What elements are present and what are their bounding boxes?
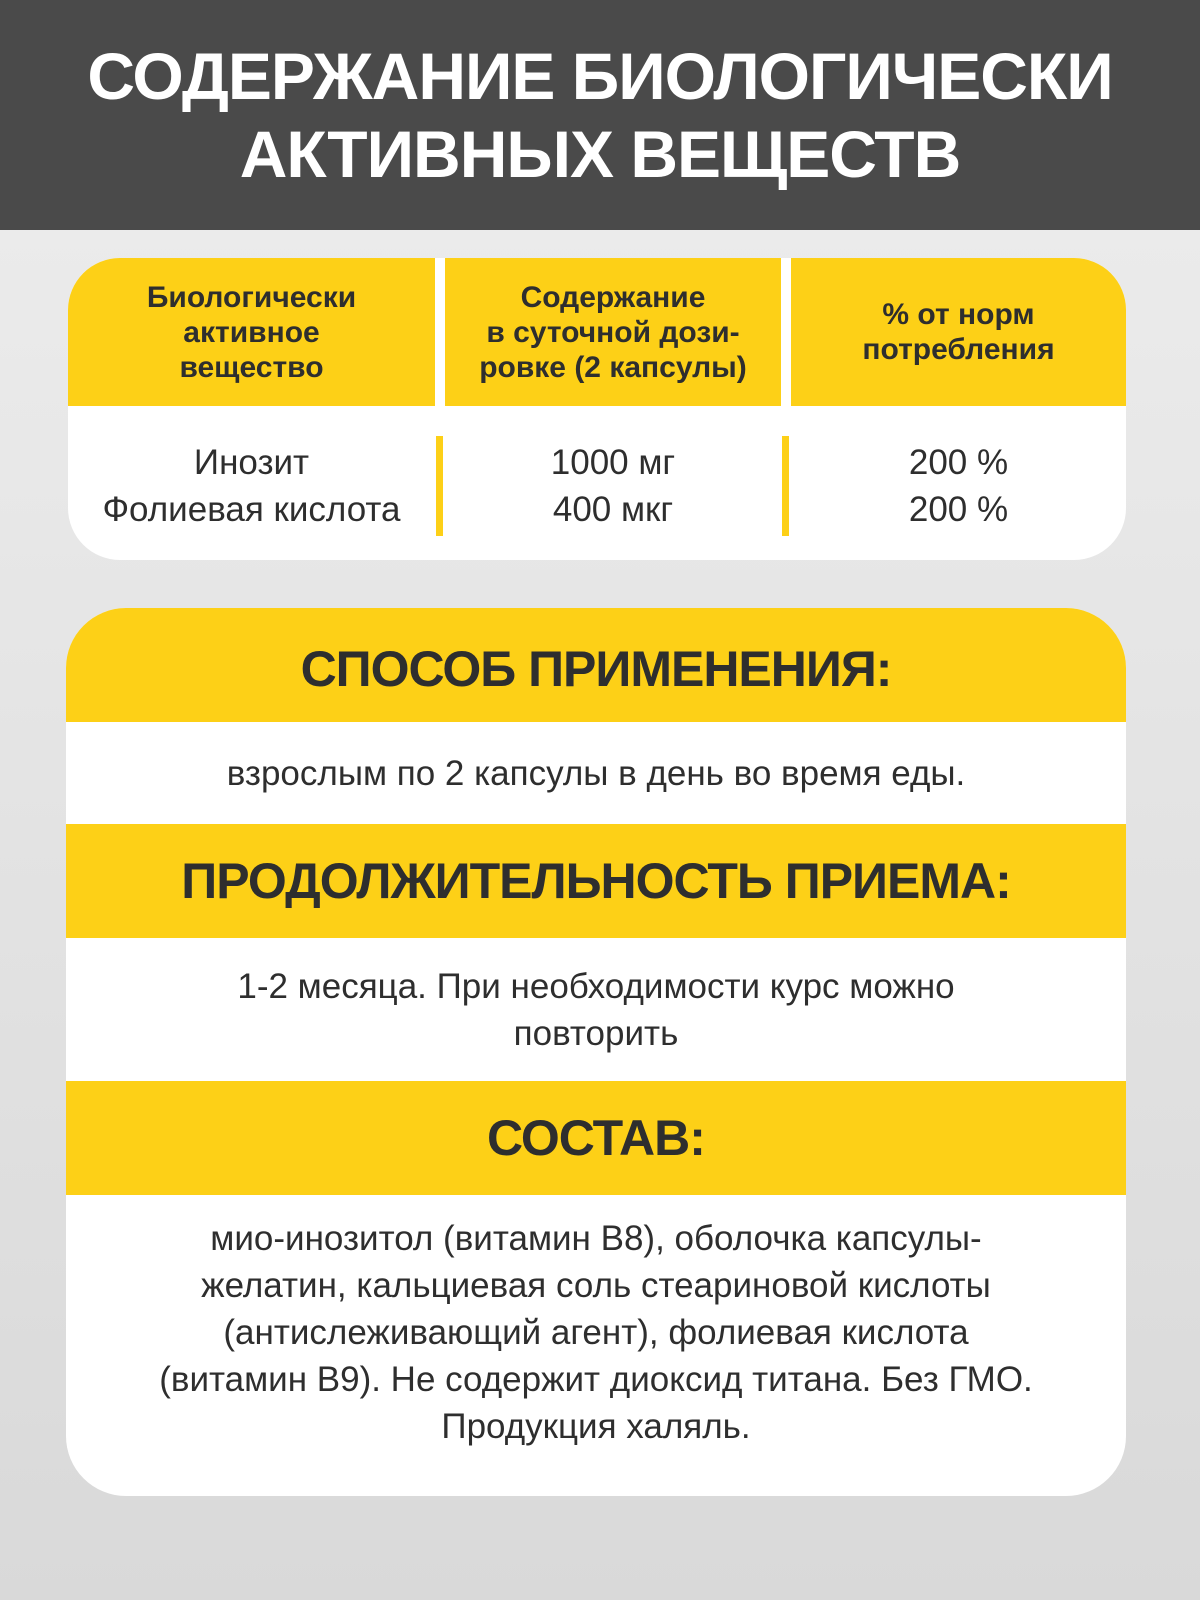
duration-line: 1-2 месяца. При необходимости курс можно [237, 966, 955, 1006]
table-body [68, 406, 1126, 560]
composition-text [66, 1195, 1126, 1496]
composition-line: (витамин В9). Не содержит диоксид титана. Без ГМО. [159, 1360, 1033, 1399]
table-header-substance [68, 258, 435, 406]
header-line: вещество [179, 350, 324, 384]
column-divider [436, 436, 443, 536]
usage-title: СПОСОБ ПРИМЕНЕНИЯ: [66, 608, 1126, 722]
table-column-substance [68, 436, 435, 536]
page-header [0, 0, 1200, 230]
header-line: % от норм [882, 298, 1035, 331]
table-cell-amount: 400 мкг [552, 490, 674, 529]
composition-line: Продукция халяль. [441, 1407, 751, 1446]
page-title-line-1: СОДЕРЖАНИЕ БИОЛОГИЧЕСКИ [87, 39, 1113, 113]
table-cell-substance: Инозит [193, 443, 310, 482]
table-cell-percent: 200 % [908, 443, 1009, 482]
duration-title: ПРОДОЛЖИТЕЛЬНОСТЬ ПРИЕМА: [66, 824, 1126, 938]
composition-line: (антислеживающий агент), фолиевая кислота [223, 1313, 969, 1352]
header-line: ровке (2 капсулы) [479, 350, 747, 384]
table-column-percent [791, 436, 1126, 536]
duration-line: повторить [513, 1013, 679, 1053]
table-column-amount [445, 436, 781, 536]
table-cell-amount: 1000 мг [550, 443, 676, 482]
header-line: потребления [862, 333, 1055, 366]
header-line: Биологически [146, 280, 357, 314]
duration-text [66, 938, 1126, 1081]
table-header-row [68, 258, 1126, 406]
header-line: Содержание [520, 280, 706, 314]
table-cell-substance: Фолиевая кислота [102, 490, 401, 529]
nutrients-table-card [68, 258, 1126, 560]
header-line: активное [183, 315, 320, 349]
instructions-card [66, 608, 1126, 1496]
header-line: в суточной дози- [486, 315, 740, 349]
table-cell-percent: 200 % [908, 490, 1009, 529]
composition-line: желатин, кальциевая соль стеариновой кислоты [201, 1266, 991, 1305]
composition-line: мио-инозитол (витамин В8), оболочка капсулы- [210, 1219, 982, 1258]
column-divider [782, 436, 789, 536]
usage-text [66, 722, 1126, 824]
table-header-percent [791, 258, 1126, 406]
page-title-line-2: АКТИВНЫХ ВЕЩЕСТВ [239, 117, 961, 191]
table-header-amount [445, 258, 781, 406]
usage-line: взрослым по 2 капсулы в день во время еды. [226, 753, 966, 793]
composition-title: СОСТАВ: [66, 1081, 1126, 1195]
